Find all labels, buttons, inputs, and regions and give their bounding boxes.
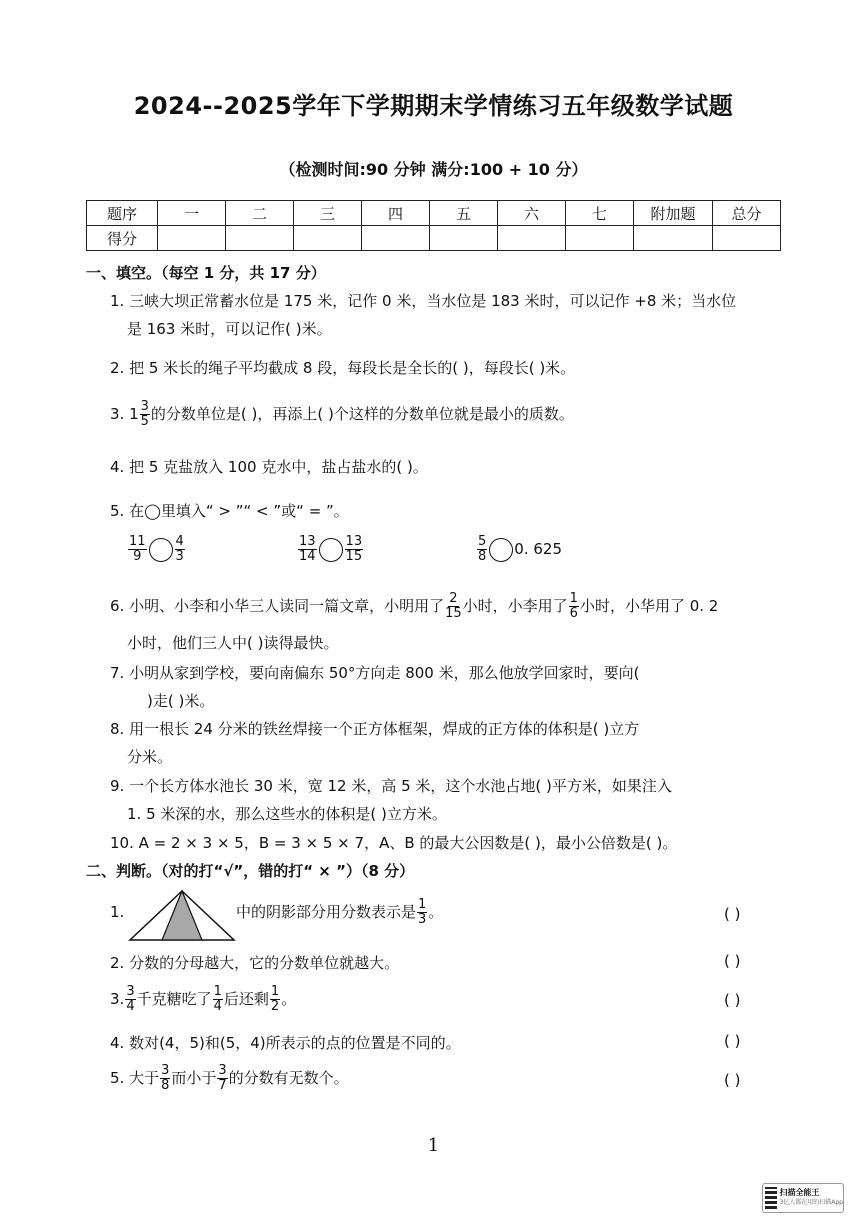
fraction-numerator: 1 [270, 984, 280, 999]
fraction-denominator: 8 [478, 549, 487, 564]
fraction-numerator: 13 [299, 534, 316, 549]
question-6-line1 [110, 592, 718, 621]
watermark-brand: 扫描全能王 [779, 1188, 820, 1197]
fraction [125, 985, 135, 1014]
fraction-denominator: 4 [126, 999, 135, 1014]
question-9-line2: 1. 5 米深的水，那么这些水的体积是( )立方米。 [127, 805, 447, 823]
judge-4: 4. 数对(4，5)和(5，4)所表示的点的位置是不同的。 [110, 1034, 461, 1052]
fraction-numerator: 11 [129, 534, 146, 549]
qr-code-icon [765, 1187, 777, 1209]
answer-circle[interactable] [319, 538, 343, 562]
fraction [345, 535, 364, 564]
fraction [140, 400, 150, 429]
question-8-line2: 分米。 [127, 748, 173, 766]
fraction-denominator: 3 [175, 549, 184, 564]
fraction-numerator: 13 [345, 534, 363, 549]
question-10: 10. A = 2 × 3 × 5，B = 3 × 5 × 7，A、B 的最大公因数是( )，最小公倍数是( )。 [110, 834, 678, 852]
watermark-sub: 3亿人都在用的扫描App [779, 1199, 843, 1206]
question-5: 5. 在◯里填入“ > ”“ < ”或“ = ”。 [110, 502, 349, 520]
section2-heading: 二、判断。（对的打“√”，错的打“ × ”）（8 分） [86, 862, 415, 880]
score-cell[interactable] [566, 226, 634, 251]
decimal-value: 0. 625 [514, 540, 562, 558]
score-cell[interactable] [430, 226, 498, 251]
q6-text: 小时，小华用了 0. 2 [579, 597, 719, 615]
fraction-denominator: 8 [161, 1078, 170, 1093]
answer-blank[interactable]: ( ) [724, 952, 741, 970]
question-8-line1: 8. 用一根长 24 分米的铁丝焊接一个正方体框架，焊成的正方体的体积是( )立方 [110, 720, 640, 738]
fraction-numerator: 5 [478, 534, 487, 549]
scanner-watermark [762, 1183, 844, 1213]
question-1-line1: 1. 三峡大坝正常蓄水位是 175 米，记作 0 米，当水位是 183 米时，可以记作 +8 米；当水位 [110, 292, 737, 310]
fraction-numerator: 3 [140, 399, 149, 414]
fraction [477, 535, 487, 564]
score-header-cell: 七 [566, 201, 634, 226]
fraction [270, 985, 280, 1014]
answer-circle[interactable] [489, 538, 513, 562]
fraction-numerator: 1 [418, 897, 427, 912]
q6-text: 小时，小李用了 [462, 597, 568, 615]
judge-1-end: 。 [428, 903, 444, 921]
score-header-cell: 题序 [87, 201, 158, 226]
q3-text: 的分数单位是( )，再添上( )个这样的分数单位就是最小的质数。 [150, 405, 574, 423]
fraction-numerator: 2 [449, 591, 458, 606]
score-cell[interactable] [634, 226, 713, 251]
fraction-denominator: 15 [445, 606, 462, 621]
fraction [298, 535, 317, 564]
judge-1 [236, 898, 443, 927]
score-header-cell: 一 [158, 201, 226, 226]
score-header-cell: 二 [226, 201, 294, 226]
fraction-numerator: 3 [218, 1063, 227, 1078]
answer-blank[interactable]: ( ) [724, 905, 741, 923]
question-7-line1: 7. 小明从家到学校，要向南偏东 50°方向走 800 米，那么他放学回家时，要向( [110, 664, 640, 682]
question-9-line1: 9. 一个长方体水池长 30 米，宽 12 米，高 5 米，这个水池占地( )平方米，如果注入 [110, 777, 672, 795]
score-row-label: 得分 [87, 226, 158, 251]
score-table-score-row [87, 226, 781, 251]
fraction-denominator: 7 [218, 1078, 227, 1093]
score-header-cell: 总分 [713, 201, 781, 226]
judge-5 [110, 1064, 349, 1093]
fraction-denominator: 9 [133, 549, 142, 564]
judge-2: 2. 分数的分母越大，它的分数单位就越大。 [110, 954, 400, 972]
page-number: 1 [427, 1135, 440, 1156]
score-cell[interactable] [226, 226, 294, 251]
score-cell[interactable] [158, 226, 226, 251]
fraction [175, 535, 185, 564]
question-4: 4. 把 5 克盐放入 100 克水中，盐占盐水的( )。 [110, 458, 428, 476]
question-1-line2: 是 163 米时，可以记作( )米。 [127, 320, 332, 338]
fraction [160, 1064, 170, 1093]
fraction-denominator: 4 [213, 999, 222, 1014]
judge-3 [110, 985, 296, 1014]
fraction [213, 985, 223, 1014]
fraction-denominator: 2 [270, 999, 280, 1014]
fraction [217, 1064, 227, 1093]
judge-5-text: 而小于 [171, 1069, 217, 1087]
score-cell[interactable] [498, 226, 566, 251]
triangle-figure [128, 888, 236, 944]
judge-5-text: 5. 大于 [110, 1069, 160, 1087]
judge-3-number: 3. [110, 990, 125, 1008]
fraction [445, 592, 462, 621]
score-header-cell: 三 [294, 201, 362, 226]
score-table [86, 200, 781, 251]
fraction-numerator: 1 [569, 591, 578, 606]
score-header-cell: 六 [498, 201, 566, 226]
score-header-cell: 附加题 [634, 201, 713, 226]
score-header-cell: 四 [362, 201, 430, 226]
fraction-numerator: 3 [161, 1063, 170, 1078]
question-7-line2: )走( )米。 [147, 692, 215, 710]
compare-item-3 [476, 535, 562, 564]
answer-blank[interactable]: ( ) [724, 991, 741, 1009]
fraction [128, 535, 147, 564]
score-cell[interactable] [713, 226, 781, 251]
q3-prefix: 3. 1 [110, 405, 139, 423]
question-6-line2: 小时，他们三人中( )读得最快。 [127, 634, 339, 652]
score-header-cell: 五 [430, 201, 498, 226]
judge-3-end: 。 [281, 990, 297, 1008]
fraction-numerator: 4 [175, 534, 184, 549]
exam-title: 2024--2025学年下学期期末学情练习五年级数学试题 [133, 92, 734, 120]
answer-circle[interactable] [149, 538, 173, 562]
q6-text: 6. 小明、小李和小华三人读同一篇文章，小明用了 [110, 597, 445, 615]
compare-item-2 [297, 535, 364, 564]
fraction-denominator: 3 [418, 912, 427, 927]
exam-subtitle: （检测时间:90 分钟 满分:100 + 10 分） [279, 160, 588, 179]
question-3 [110, 400, 574, 429]
fraction-denominator: 15 [345, 549, 363, 564]
fraction-numerator: 3 [126, 984, 135, 999]
fraction [569, 592, 579, 621]
fraction-numerator: 1 [213, 984, 222, 999]
fraction-denominator: 6 [569, 606, 578, 621]
judge-1-text: 中的阴影部分用分数表示是 [236, 903, 417, 921]
fraction [417, 898, 427, 927]
question-2: 2. 把 5 米长的绳子平均截成 8 段，每段长是全长的( )，每段长( )米。 [110, 359, 576, 377]
score-cell[interactable] [294, 226, 362, 251]
judge-3-text: 千克糖吃了 [136, 990, 212, 1008]
score-table-header-row [87, 201, 781, 226]
compare-item-1 [127, 535, 186, 564]
answer-blank[interactable]: ( ) [724, 1071, 741, 1089]
score-cell[interactable] [362, 226, 430, 251]
fraction-denominator: 5 [140, 414, 149, 429]
judge-1-number: 1. [110, 903, 125, 921]
section1-heading: 一、填空。（每空 1 分，共 17 分） [86, 264, 326, 282]
judge-3-text: 后还剩 [223, 990, 269, 1008]
judge-5-text: 的分数有无数个。 [228, 1069, 349, 1087]
fraction-denominator: 14 [299, 549, 316, 564]
answer-blank[interactable]: ( ) [724, 1032, 741, 1050]
